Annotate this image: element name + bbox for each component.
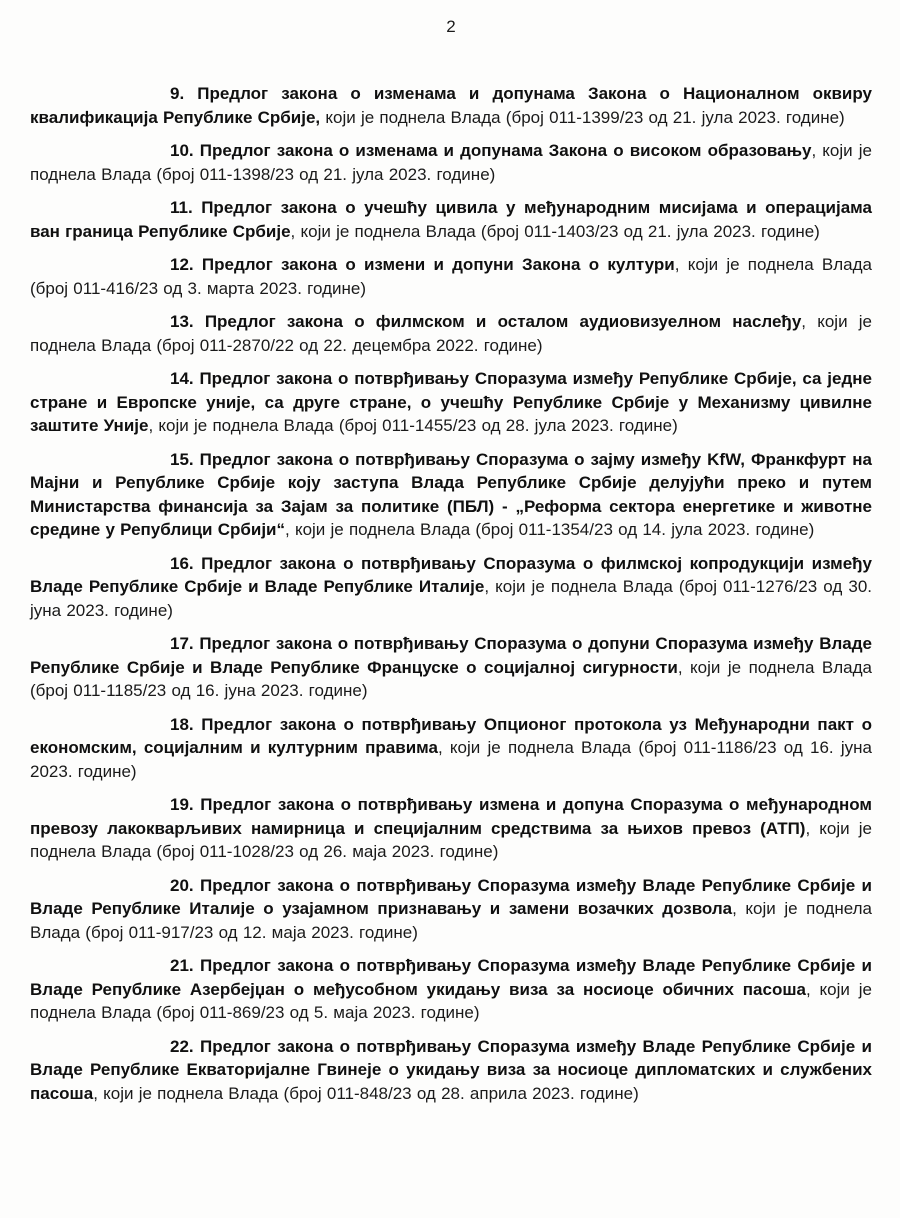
law-item-submission: , који је поднела Влада (број 011-869/23 од 5. маја 2023. године) (30, 979, 872, 1022)
law-item-submission: , који је поднела Влада (број 011-848/23 од 28. априла 2023. године) (93, 1083, 639, 1103)
law-list (30, 82, 872, 1105)
law-item-title: 22. Предлог закона о потврђивању Споразума између Владе Републике Србије и Владе Републике Екваторијалне Гвинеје о укидању виза за носиоце дипломатских и службених пасоша (30, 1036, 872, 1103)
law-item-submission: , који је поднела Влада (број 011-1276/23 од 30. јуна 2023. године) (30, 577, 872, 620)
law-item-submission: , који је поднела Влада (број 011-416/23 од 3. марта 2023. године) (30, 255, 872, 298)
law-item (30, 253, 872, 300)
law-item-title: 16. Предлог закона о потврђивању Споразума о филмској копродукцији између Владе Републике Србије и Владе Републике Италије (30, 553, 872, 596)
law-item-submission: , који је поднела Влада (број 011-1403/23 од 21. јула 2023. године) (290, 221, 820, 241)
law-item (30, 82, 872, 129)
law-item-submission: , који је поднела Влада (број 011-917/23 од 12. маја 2023. године) (30, 899, 872, 942)
law-item (30, 874, 872, 945)
law-item (30, 793, 872, 864)
law-item-submission: , који је поднела Влада (број 011-1398/23 од 21. јула 2023. године) (30, 141, 872, 184)
law-item-title: 19. Предлог закона о потврђивању измена и допуна Споразума о међународном превозу лакокварљивих намирница и специјалним средствима за њихов превоз (АТП) (30, 795, 872, 838)
law-item-submission: , који је поднела Влада (број 011-1186/23 од 16. јуна 2023. године) (30, 738, 872, 781)
law-item-title: 20. Предлог закона о потврђивању Споразума између Владе Републике Србије и Владе Републике Италије о узајамном признавању и замени возачких дозвола (30, 875, 872, 918)
law-item-submission: , који је поднела Влада (број 011-2870/22 од 22. децембра 2022. године) (30, 312, 872, 355)
law-item (30, 310, 872, 357)
law-item (30, 367, 872, 438)
law-item-submission: , који је поднела Влада (број 011-1354/23 од 14. јула 2023. године) (285, 520, 815, 539)
law-item-title: 12. Предлог закона о измени и допуни Закона о култури (170, 255, 675, 274)
law-item (30, 448, 872, 542)
page-number: 2 (446, 17, 456, 36)
law-item (30, 139, 872, 186)
law-item (30, 196, 872, 243)
law-item-title: 18. Предлог закона о потврђивању Опционог протокола уз Међународни пакт о економским, социјалним и културним правима (30, 714, 872, 757)
law-item-title: 21. Предлог закона о потврђивању Споразума између Владе Републике Србије и Владе Републике Азербејџан о међусобном укидању виза за носиоце обичних пасоша (30, 956, 872, 999)
law-item-title: 17. Предлог закона о потврђивању Споразума о допуни Споразума између Владе Републике Србије и Владе Републике Француске о социјалној сигурности (30, 634, 872, 677)
law-item (30, 1035, 872, 1106)
law-item (30, 954, 872, 1025)
law-item-title: 10. Предлог закона о изменама и допунама Закона о високом образовању (170, 141, 812, 160)
law-item-title: 11. Предлог закона о учешћу цивила у међународним мисијама и операцијама ван граница Републике Србије (30, 198, 872, 241)
law-item (30, 632, 872, 703)
law-item-submission: , који је поднела Влада (број 011-1028/23 од 26. маја 2023. године) (30, 818, 872, 861)
law-item-submission: , који је поднела Влада (број 011-1455/23 од 28. јула 2023. године) (148, 416, 678, 435)
law-item-title: 13. Предлог закона о филмском и осталом аудиовизуелном наслеђу (170, 312, 802, 331)
law-item-title: 15. Предлог закона о потврђивању Споразума о зајму између KfW, Франкфурт на Мајни и Републике Србије коју заступа Влада Републике Србије делујући преко и путем Министарства финансија за Зајам за политике (ПБЛ) - „Реформа сектора енергетике и животне средине у Републици Србији“ (30, 449, 872, 539)
law-item-title: 14. Предлог закона о потврђивању Споразума између Републике Србије, са једне стране и Европске уније, са друге стране, о учешћу Републике Србије у Механизму цивилне заштите Уније (30, 369, 872, 435)
law-item (30, 552, 872, 623)
law-item-submission: , који је поднела Влада (број 011-1185/23 од 16. јуна 2023. године) (30, 657, 872, 700)
law-item-submission: који је поднела Влада (број 011-1399/23 од 21. јула 2023. године) (320, 107, 845, 127)
law-item-title: 9. Предлог закона о изменама и допунама Закона о Националном оквиру квалификација Републике Србије, (30, 84, 872, 127)
law-item (30, 713, 872, 784)
